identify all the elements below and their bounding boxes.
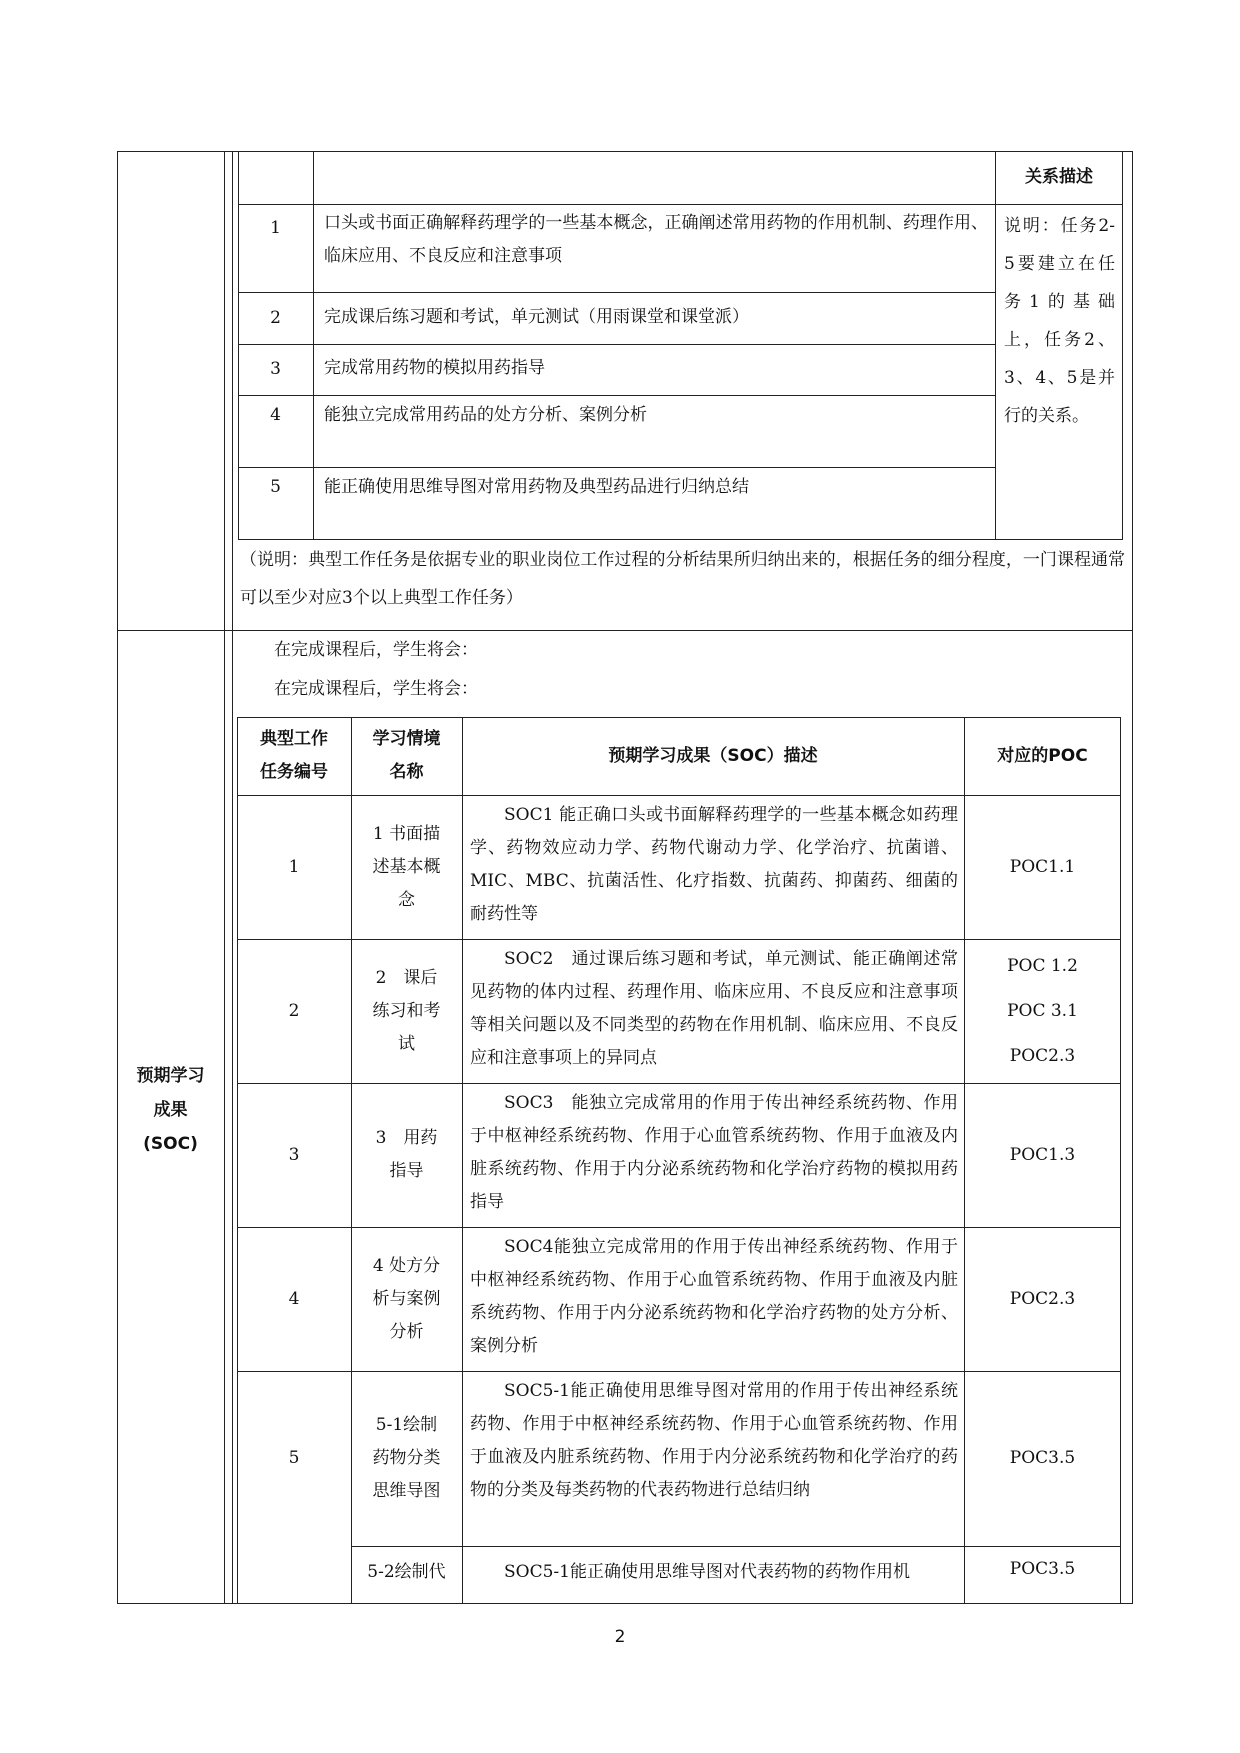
outer-divider-left: [224, 151, 225, 1604]
soc-poc: POC3.5: [1009, 1559, 1076, 1579]
outer-divider-left-2: [232, 151, 233, 1604]
task-text: 完成常用药物的模拟用药指导: [324, 358, 545, 378]
soc-situation: 1 书面描述基本概念: [372, 823, 441, 910]
soc-row-line: [351, 1546, 1121, 1547]
soc-description: SOC1 能正确口头或书面解释药理学的一些基本概念如药理学、药物效应动力学、药物代谢动力学、化学治疗、抗菌谱、MIC、MBC、抗菌活性、化疗指数、抗菌药、抑菌药、细菌的耐药性等: [470, 805, 958, 924]
soc-col-divider-2: [462, 717, 463, 1604]
soc-poc: POC2.3: [1009, 1288, 1076, 1309]
task-no: 4: [270, 404, 281, 425]
soc-situation: 5-1绘制药物分类思维导图: [372, 1415, 441, 1501]
tasks-row-line: [238, 395, 995, 396]
tasks-row-line: [238, 204, 1123, 205]
task-no: 2: [270, 307, 281, 328]
soc-task-no: 2: [288, 1000, 300, 1021]
relation-header: 关系描述: [1025, 167, 1093, 187]
soc-description: SOC4能独立完成常用的作用于传出神经系统药物、作用于中枢神经系统药物、作用于心血管系统药物、作用于血液及内脏系统药物、作用于内分泌系统药物和化学治疗药物的处方分析、案例分析: [470, 1237, 958, 1356]
soc-situation: 4 处方分析与案例分析: [372, 1255, 441, 1342]
task-no: 1: [270, 217, 281, 238]
soc-poc: POC1.1: [1009, 856, 1076, 877]
task-text: 口头或书面正确解释药理学的一些基本概念，正确阐述常用药物的作用机制、药理作用、临床应用、不良反应和注意事项: [324, 213, 988, 266]
tasks-note: （说明：典型工作任务是依据专业的职业岗位工作过程的分析结果所归纳出来的，根据任务的细分程度，一门课程通常可以至少对应3个以上典型工作任务）: [240, 550, 1125, 608]
task-text: 能独立完成常用药品的处方分析、案例分析: [324, 405, 647, 425]
soc-situation: 3 用药指导: [375, 1128, 438, 1181]
soc-description: SOC3 能独立完成常用的作用于传出神经系统药物、作用于中枢神经系统药物、作用于心血管系统药物、作用于血液及内脏系统药物、作用于内分泌系统药物和化学治疗药物的模拟用药指导: [470, 1093, 958, 1212]
soc-header-task-no: 典型工作任务编号: [260, 729, 328, 782]
soc-task-no: 5: [288, 1448, 300, 1468]
soc-poc: POC1.3: [1009, 1144, 1076, 1165]
soc-section-label: 预期学习成果(SOC): [136, 1066, 205, 1154]
tasks-col-divider-2: [995, 151, 996, 540]
soc-situation: 5-2绘制代: [367, 1562, 446, 1582]
task-no: 5: [270, 476, 281, 497]
tasks-row-line: [238, 344, 995, 345]
soc-header-situation: 学习情境名称: [372, 729, 441, 782]
task-text: 完成课后练习题和考试，单元测试（用雨课堂和课堂派）: [324, 307, 749, 327]
soc-task-no: 3: [288, 1144, 300, 1165]
soc-task-no: 4: [288, 1288, 300, 1309]
soc-header-poc: 对应的POC: [997, 745, 1088, 766]
tasks-col-divider-1: [313, 151, 314, 540]
task-no: 3: [270, 359, 281, 379]
soc-poc: POC3.5: [1009, 1448, 1076, 1468]
soc-description: SOC5-1能正确使用思维导图对常用的作用于传出神经系统药物、作用于中枢神经系统药物、作用于心血管系统药物、作用于血液及内脏系统药物、作用于内分泌系统药物和化学治疗的药物的分类及每类药物的代表药物进行总结归纳: [470, 1381, 958, 1500]
soc-poc: POC 1.2 POC 3.1 POC2.3: [1007, 955, 1078, 1066]
soc-intro-2: 在完成课程后，学生将会：: [274, 679, 478, 699]
soc-header-desc: 预期学习成果（SOC）描述: [608, 745, 818, 766]
relation-description: 说明：任务2-5要建立在任务1的基础上，任务2、3、4、5是并行的关系。: [1004, 216, 1115, 426]
tasks-row-line: [238, 467, 995, 468]
soc-intro-1: 在完成课程后，学生将会：: [274, 640, 478, 660]
task-text: 能正确使用思维导图对常用药物及典型药品进行归纳总结: [324, 477, 749, 497]
soc-description: SOC5-1能正确使用思维导图对代表药物的药物作用机: [504, 1562, 910, 1582]
section-divider: [117, 630, 1133, 631]
soc-task-no: 1: [288, 856, 300, 877]
tasks-row-line: [238, 292, 995, 293]
page-number: 2: [614, 1626, 626, 1647]
soc-situation: 2 课后练习和考试: [372, 967, 441, 1054]
soc-description: SOC2 通过课后练习题和考试，单元测试、能正确阐述常见药物的体内过程、药理作用、临床应用、不良反应和注意事项等相关问题以及不同类型的药物在作用机制、临床应用、不良反应和注意事项上的异同点: [470, 949, 958, 1068]
